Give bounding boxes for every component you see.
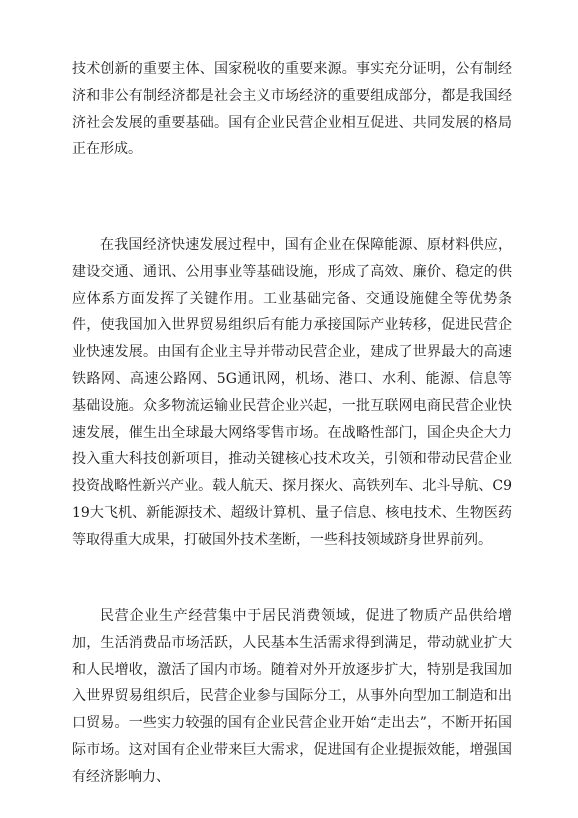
paragraph-3: 民营企业生产经营集中于居民消费领域，促进了物质产品供给增加，生活消费品市场活跃，人民基本生活需求得到满足，带动就业扩大和人民增收，激活了国内市场。随着对外开放逐步扩大，特别是我国加入世界贸易组织后，民营企业参与国际分工，从事外向型加工制造和出口贸易。一些实力较强的国有企业民营企业开始“走出去”，不断开拓国际市场。这对国有企业带来巨大需求，促进国有企业提振效能，增强国有经济影响力、 bbox=[72, 608, 512, 785]
paragraph-2: 在我国经济快速发展过程中，国有企业在保障能源、原材料供应，建设交通、通讯、公用事业等基础设施，形成了高效、廉价、稳定的供应体系方面发挥了关键作用。工业基础完备、交通设施健全等优势条件，使我国加入世界贸易组织后有能力承接国际产业转移，促进民营企业快速发展。由国有企业主导并带动民营企业，建成了世界最大的高速铁路网、高速公路网、5G通讯网，机场、港口、水利、能源、信息等基础设施。众多物流运输业民营企业兴起，一批互联网电商民营企业快速发展，催生出全球最大网络零售市场。在战略性部门，国企央企大力投入重大科技创新项目，推动关键核心技术攻关，引领和带动民营企业投资战略性新兴产业。载人航天、探月探火、高铁列车、北斗导航、C919大飞机、新能源技术、超级计算机、量子信息、核电技术、生物医药等取得重大成果，打破国外技术垄断，一些科技领域跻身世界前列。 bbox=[72, 237, 512, 548]
paragraph-1: 技术创新的重要主体、国家税收的重要来源。事实充分证明，公有制经济和非公有制经济都是社会主义市场经济的重要组成部分，都是我国经济社会发展的重要基础。国有企业民营企业相互促进、共同发展的格局正在形成。 bbox=[72, 61, 512, 158]
